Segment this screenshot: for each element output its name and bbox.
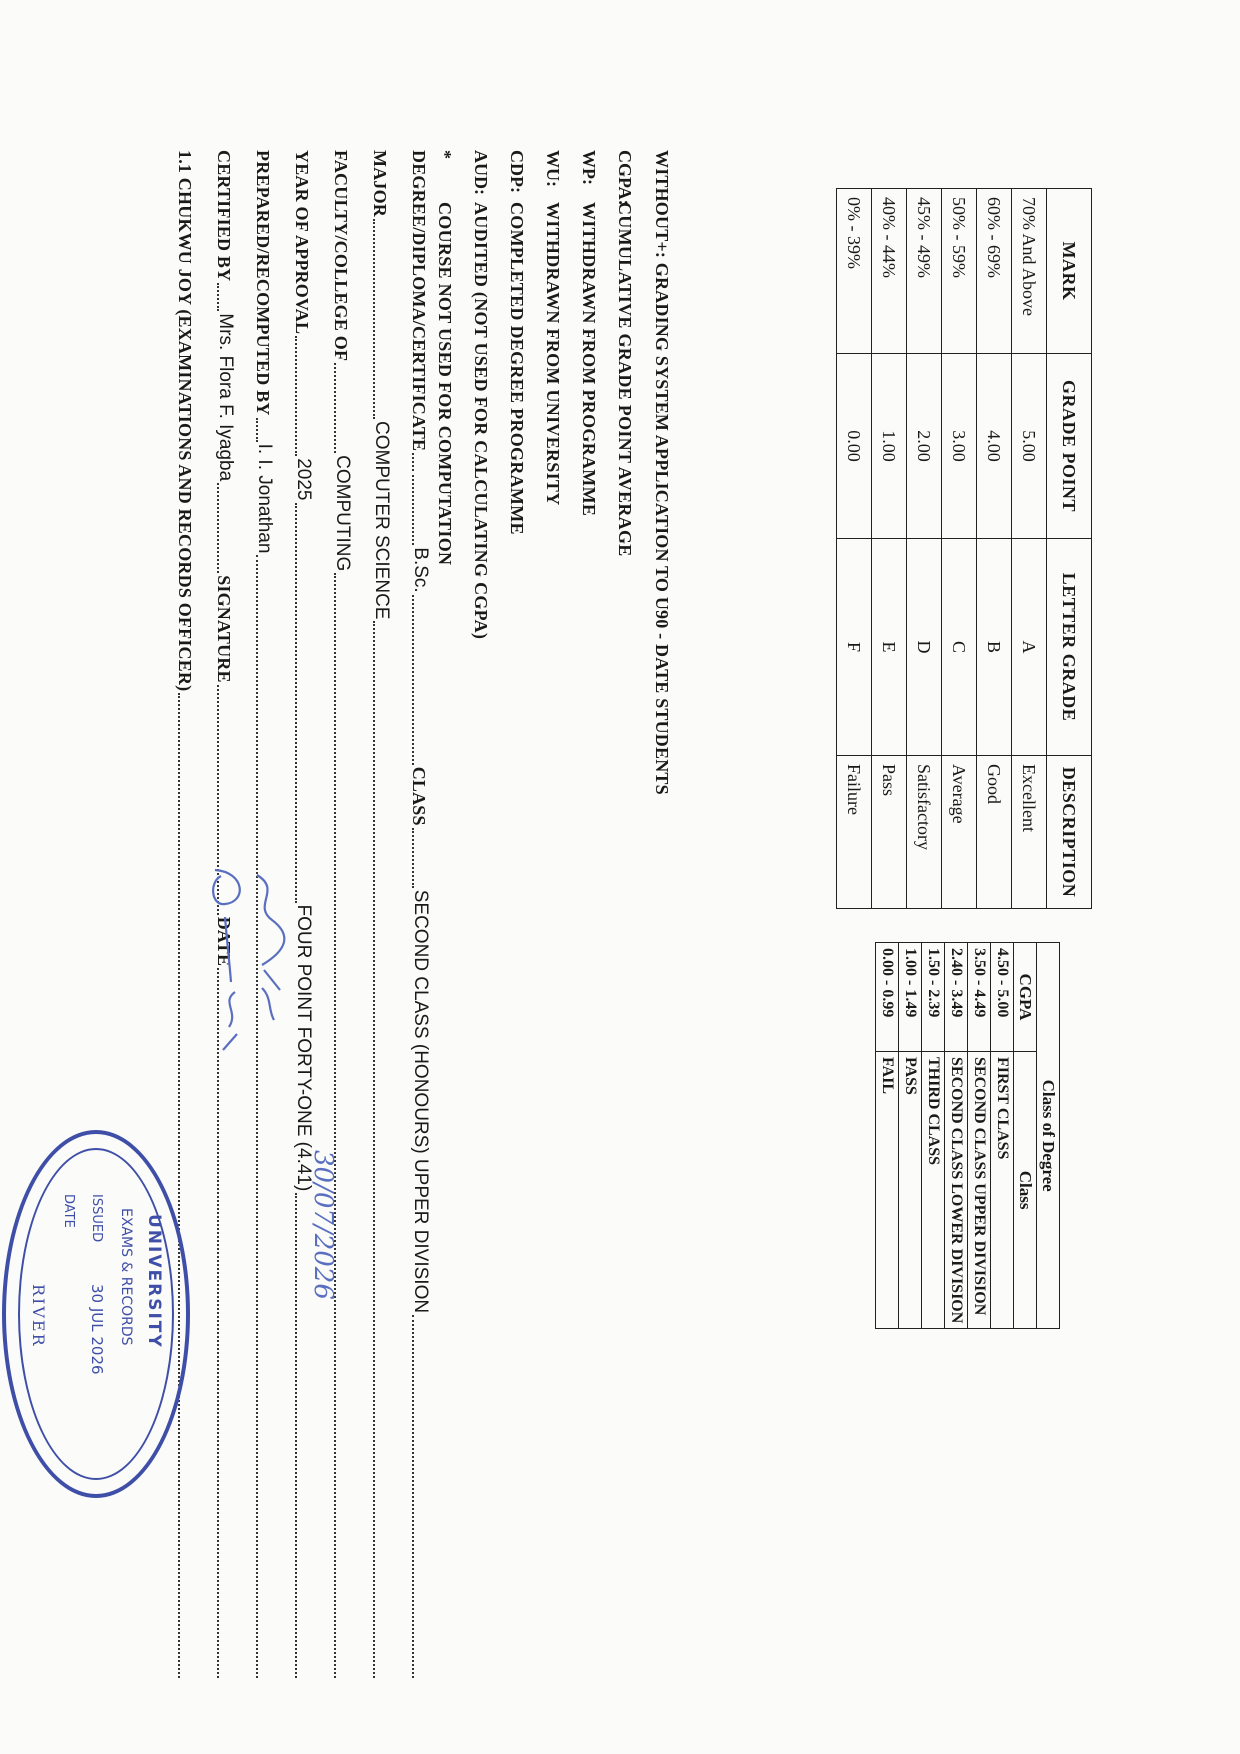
abbreviation-text: COURSE NOT USED FOR COMPUTATION (435, 202, 456, 566)
abbreviation-item (499, 150, 535, 795)
dotted-line (217, 483, 233, 573)
table-row (899, 943, 922, 1329)
university-stamp (2, 1130, 190, 1498)
class-cell: SECOND CLASS LOWER DIVISION (945, 1052, 968, 1329)
cgpa-range-cell: 1.50 - 2.39 (922, 943, 945, 1052)
dotted-line (217, 283, 233, 311)
class-table-header (1014, 943, 1037, 1329)
table-row (876, 943, 899, 1329)
grade-point-cell: 4.00 (977, 354, 1012, 539)
abbreviation-code: AUD: (471, 150, 492, 195)
abbreviation-item (571, 150, 607, 795)
abbreviation-text: WITHDRAWN FROM PROGRAMME (579, 202, 600, 517)
description-cell: Satisfactory (907, 756, 942, 909)
abbreviations-section (427, 150, 672, 795)
table-row (872, 189, 907, 909)
grade-point-cell: 5.00 (1012, 354, 1047, 539)
degree-row (408, 150, 447, 1680)
major-value: COMPUTER SCIENCE (371, 421, 392, 620)
abbreviation-item (463, 150, 499, 795)
letter-grade-cell: B (977, 539, 1012, 756)
cgpa-range-cell: 4.50 - 5.00 (991, 943, 1014, 1052)
table-row (837, 189, 872, 909)
abbreviation-text: COMPLETED DEGREE PROGRAMME (507, 202, 528, 535)
dotted-line (178, 693, 194, 1678)
dotted-line (412, 595, 428, 765)
table-row (942, 189, 977, 909)
letter-grade-cell: E (872, 539, 907, 756)
cgpa-range-cell: 0.00 - 0.99 (876, 943, 899, 1052)
class-table-title-row (1037, 943, 1060, 1329)
table-row (922, 943, 945, 1329)
class-value: SECOND CLASS (HONOURS) UPPER DIVISION (410, 889, 431, 1314)
abbreviation-item (607, 150, 643, 795)
dotted-line (373, 219, 389, 419)
mark-cell: 45% - 49% (907, 189, 942, 354)
abbreviation-code: WP: (579, 150, 600, 185)
grade-point-cell: 0.00 (837, 354, 872, 539)
mark-cell: 0% - 39% (837, 189, 872, 354)
mark-cell: 40% - 44% (872, 189, 907, 354)
grading-system-note: WITHOUT+: GRADING SYSTEM APPLICATION TO U90 - DATE STUDENTS (652, 150, 672, 795)
degree-value: B.Sc. (410, 547, 431, 593)
letter-grade-cell: F (837, 539, 872, 756)
header-cgpa: CGPA (1014, 943, 1037, 1052)
cgpa-in-words: FOUR POINT FORTY-ONE (4.41) (293, 904, 314, 1192)
stamp-line: ISSUED (89, 1194, 104, 1243)
description-cell: Pass (872, 756, 907, 909)
class-cell: FAIL (876, 1052, 899, 1329)
dotted-line (334, 363, 350, 453)
table-row (991, 943, 1014, 1329)
signature-label: SIGNATURE (214, 575, 234, 683)
faculty-value: COMPUTING (332, 455, 353, 572)
stamp-date: 30 JUL 2026 (88, 1284, 106, 1375)
faculty-row (330, 150, 369, 1680)
class-cell: FIRST CLASS (991, 1052, 1014, 1329)
abbreviation-text: AUDITED (NOT USED FOR CALCULATING CGPA) (471, 202, 492, 640)
officer-label: 1.1 CHUKWU JOY (EXAMINATIONS AND RECORDS OFFICER) (175, 150, 195, 692)
table-row (945, 943, 968, 1329)
letter-grade-cell: A (1012, 539, 1047, 756)
abbreviation-code: * (435, 150, 456, 159)
abbreviation-code: WU: (543, 150, 564, 187)
description-cell: Good (977, 756, 1012, 909)
dotted-line (217, 968, 233, 1678)
year-label: YEAR OF APPROVAL (292, 150, 312, 335)
certified-label: CERTIFIED BY (214, 150, 234, 282)
class-cell: SECOND CLASS UPPER DIVISION (968, 1052, 991, 1329)
prepared-label: PREPARED/RECOMPUTED BY (253, 150, 273, 416)
dotted-line (256, 555, 272, 1678)
class-table-title: Class of Degree (1037, 943, 1060, 1329)
dotted-line (295, 336, 311, 456)
header-grade-point: GRADE POINT (1047, 354, 1092, 539)
certified-value: Mrs. Flora F. Iyagba (215, 313, 236, 482)
class-of-degree-table (875, 942, 1060, 1329)
dotted-line (334, 573, 350, 1678)
dotted-line (256, 418, 272, 442)
abbreviation-text: CUMULATIVE GRADE POINT AVERAGE (615, 202, 636, 557)
degree-label: DEGREE/DIPLOMA/CERTIFICATE (409, 150, 429, 452)
header-class: Class (1014, 1052, 1037, 1329)
handwritten-date: 30/07/2026 (308, 1150, 338, 1300)
mark-cell: 60% - 69% (977, 189, 1012, 354)
class-cell: THIRD CLASS (922, 1052, 945, 1329)
prepared-value: I. I. Jonathan (254, 443, 275, 554)
header-letter-grade: LETTER GRADE (1047, 539, 1092, 756)
class-cell: PASS (899, 1052, 922, 1329)
table-row (968, 943, 991, 1329)
description-cell: Average (942, 756, 977, 909)
grade-point-cell: 1.00 (872, 354, 907, 539)
abbreviation-item (535, 150, 571, 795)
stamp-line: DATE (61, 1194, 76, 1228)
class-label: CLASS (409, 766, 429, 826)
major-label: MAJOR (370, 150, 390, 217)
dotted-line (412, 1315, 428, 1678)
abbreviation-code: CDP: (507, 150, 528, 193)
description-cell: Failure (837, 756, 872, 909)
description-cell: Excellent (1012, 756, 1047, 909)
abbreviation-text: WITHDRAWN FROM UNIVERSITY (543, 202, 564, 506)
faculty-label: FACULTY/COLLEGE OF (331, 150, 351, 362)
year-row (291, 150, 330, 1680)
stamp-line: EXAMS & RECORDS (118, 1208, 134, 1346)
year-value: 2025 (293, 458, 314, 501)
certified-signature-icon (203, 862, 255, 1062)
letter-grade-cell: D (907, 539, 942, 756)
date-label: DATE (214, 916, 234, 967)
dotted-line (412, 453, 428, 471)
mark-cell: 70% And Above (1012, 189, 1047, 354)
letter-grade-cell: C (942, 539, 977, 756)
abbreviation-code: CGPA: (615, 150, 636, 206)
mark-cell: 50% - 59% (942, 189, 977, 354)
table-row (907, 189, 942, 909)
header-description: DESCRIPTION (1047, 756, 1092, 909)
stamp-line: UNIVERSITY (144, 1214, 164, 1349)
table-row (977, 189, 1012, 909)
header-mark: MARK (1047, 189, 1092, 354)
grading-table (836, 188, 1092, 909)
stamp-line: RIVER (29, 1284, 48, 1348)
grade-point-cell: 3.00 (942, 354, 977, 539)
dotted-line (412, 828, 428, 888)
grade-point-cell: 2.00 (907, 354, 942, 539)
grading-table-header (1047, 189, 1092, 909)
cgpa-range-cell: 2.40 - 3.49 (945, 943, 968, 1052)
table-row (1012, 189, 1047, 909)
cgpa-range-cell: 3.50 - 4.49 (968, 943, 991, 1052)
dotted-line (412, 475, 428, 545)
dotted-line (295, 503, 311, 903)
major-row (369, 150, 408, 1680)
cgpa-range-cell: 1.00 - 1.49 (899, 943, 922, 1052)
dotted-line (373, 621, 389, 1678)
